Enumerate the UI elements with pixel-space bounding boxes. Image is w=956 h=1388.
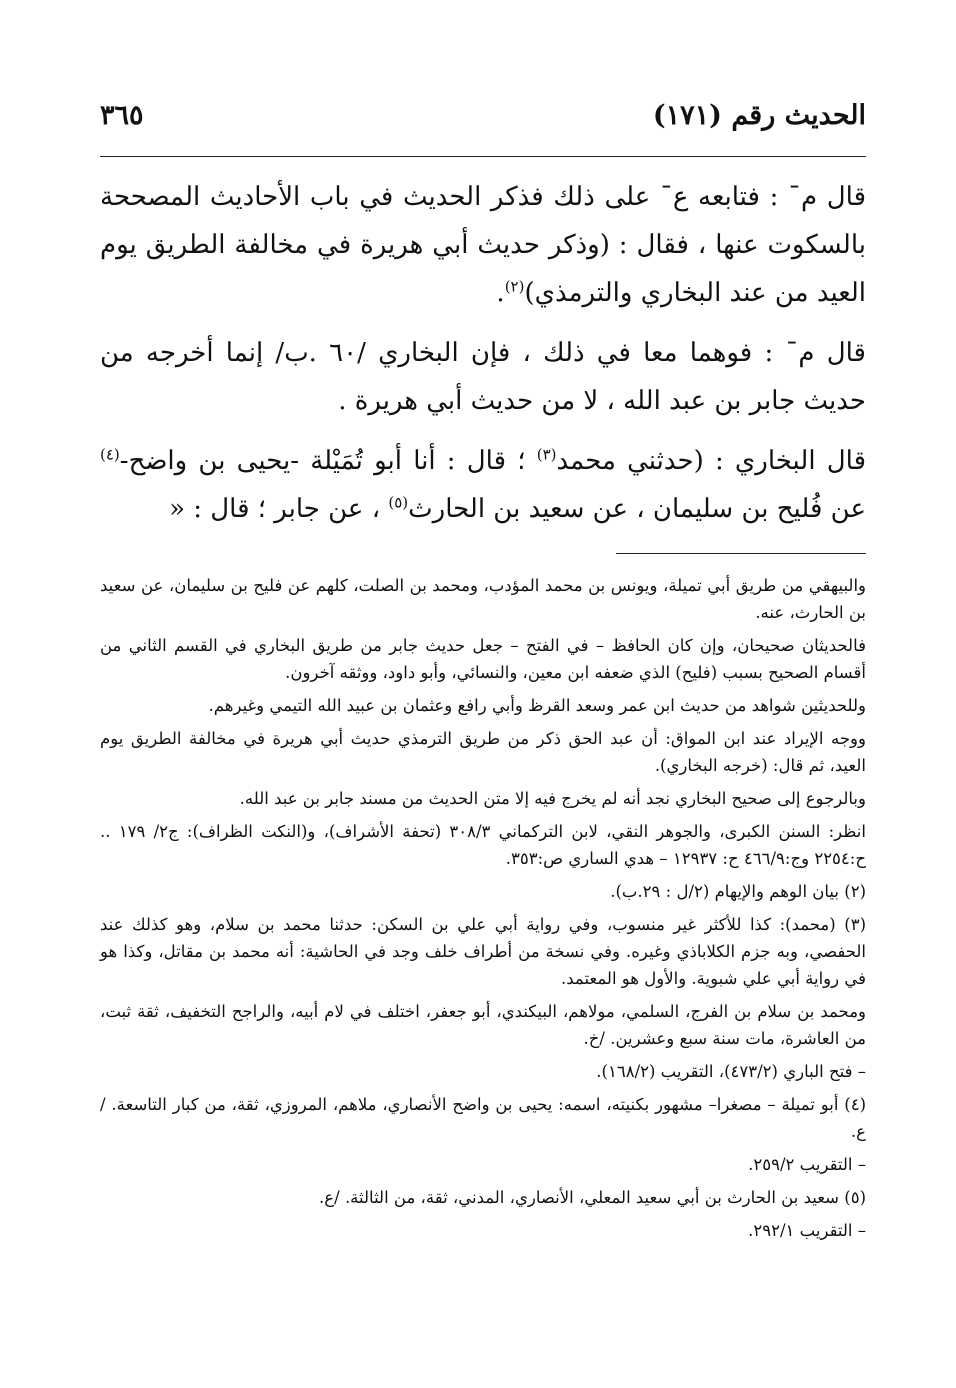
footnote-continuation-5: وبالرجوع إلى صحيح البخاري نجد أنه لم يخرج فيه إلا متن الحديث من مسند جابر بن عبد الله. (239, 789, 866, 808)
main-text (100, 173, 866, 533)
paragraph-1-end: . (496, 278, 505, 308)
footnote-ref-4: (٤) (100, 445, 120, 464)
paragraph-3-part-b: ؛ قال : أنا أبو تُمَيْلة -يحيى بن واضح- (119, 446, 537, 476)
footnote-5-source: – التقريب ٢٩٢/١. (748, 1221, 866, 1240)
paragraph-2: قال مˉ : فوهما معا في ذلك ، فإن البخاري /٦٠ .ب/ إنما أخرجه من حديث جابر بن عبد الله ، لا من حديث أبي هريرة . (100, 338, 866, 416)
footnote-continuation-2: فالحديثان صحيحان، وإن كان الحافظ – في الفتح – جعل حديث جابر من طريق البخاري في القسم الثاني من أقسام الصحيح بسبب (فليح) الذي ضعفه ابن معين، والنسائي، وأبو داود، ووثقه آخرون. (100, 636, 866, 682)
paragraph-3 (100, 437, 866, 533)
paragraph-3-part-a: قال البخاري : (حدثني محمد (556, 446, 866, 476)
paragraph-1-text: قال مˉ : فتابعه عˉ على ذلك فذكر الحديث في باب الأحاديث المصححة بالسكوت عنها ، فقال : (وذكر حديث أبي هريرة في مخالفة الطريق يوم العيد من عند البخاري والترمذي) (100, 182, 866, 308)
footnotes (100, 572, 866, 1244)
footnote-3: (٣) (محمد): كذا للأكثر غير منسوب، وفي رواية أبي علي بن السكن: حدثنا محمد بن سلام، وهو كذلك عند الحفصي، وبه جزم الكلاباذي وغيره. وفي نسخة من أطراف خلف وجد في الحاشية: أنه محمد بن مقاتل، وكذا هو في رواية أبي علي شبوية. والأول هو المعتمد. (100, 915, 866, 988)
paragraph-1 (100, 173, 866, 317)
footnote-continuation-1: والبيهقي من طريق أبي تميلة، ويونس بن محمد المؤدب، ومحمد بن الصلت، كلهم عن فليح بن سليمان، عن سعيد بن الحارث، عنه. (100, 576, 866, 622)
footnote-5: (٥) سعيد بن الحارث بن أبي سعيد المعلي، الأنصاري، المدني، ثقة، من الثالثة. /ع. (319, 1188, 866, 1207)
running-header (100, 100, 866, 157)
footnote-ref-3: (٣) (536, 445, 557, 464)
page-number: ٣٦٥ (100, 100, 144, 131)
footnote-ref-5: (٥) (388, 493, 409, 512)
paragraph-3-part-d: ، عن جابر ؛ قال : « (169, 494, 389, 524)
footnote-4-source: – التقريب ٢٥٩/٢. (748, 1155, 866, 1174)
footnote-separator (616, 553, 866, 554)
footnote-continuation-3: وللحديثين شواهد من حديث ابن عمر وسعد القرظ وأبي رافع وعثمان بن عبيد الله التيمي وغيرهم. (208, 696, 866, 715)
footnote-4: (٤) أبو تميلة – مصغرا– مشهور بكنيته، اسمه: يحيى بن واضح الأنصاري، ملاهم، المروزي، ثقة، من كبار التاسعة. /ع. (100, 1095, 866, 1141)
chapter-title: الحديث رقم (١٧١) (652, 100, 866, 131)
page (100, 100, 866, 1340)
footnote-continuation-4: ووجه الإيراد عند ابن المواق: أن عبد الحق ذكر من طريق الترمذي حديث أبي هريرة في مخالفة الطريق يوم العيد، ثم قال: (خرجه البخاري). (100, 729, 866, 775)
footnote-ref-2: (٢) (504, 277, 525, 296)
footnote-2: (٢) بيان الوهم والإيهام (٢/ل : ٢٩.ب). (610, 882, 866, 901)
footnote-continuation-6: انظر: السنن الكبرى، والجوهر النقي، لابن التركماني ٣٠٨/٣ (تحفة الأشراف)، و(النكت الظراف): ج٢/ ١٧٩ .. ح:٢٢٥٤ وج:٤٦٦/٩ ح: ١٢٩٣٧ – هدي الساري ص:٣٥٣. (100, 822, 866, 868)
footnote-3-continued: ومحمد بن سلام بن الفرج، السلمي، مولاهم، البيكندي، أبو جعفر، اختلف في لام أبيه، والراجح التخفيف، ثقة ثبت، من العاشرة، مات سنة سبع وعشرين. /خ. (100, 1002, 866, 1048)
footnote-3-source: – فتح الباري (٤٧٣/٢)، التقريب (١٦٨/٢). (596, 1062, 866, 1081)
paragraph-3-part-c: عن فُليح بن سليمان ، عن سعيد بن الحارث (408, 494, 866, 524)
